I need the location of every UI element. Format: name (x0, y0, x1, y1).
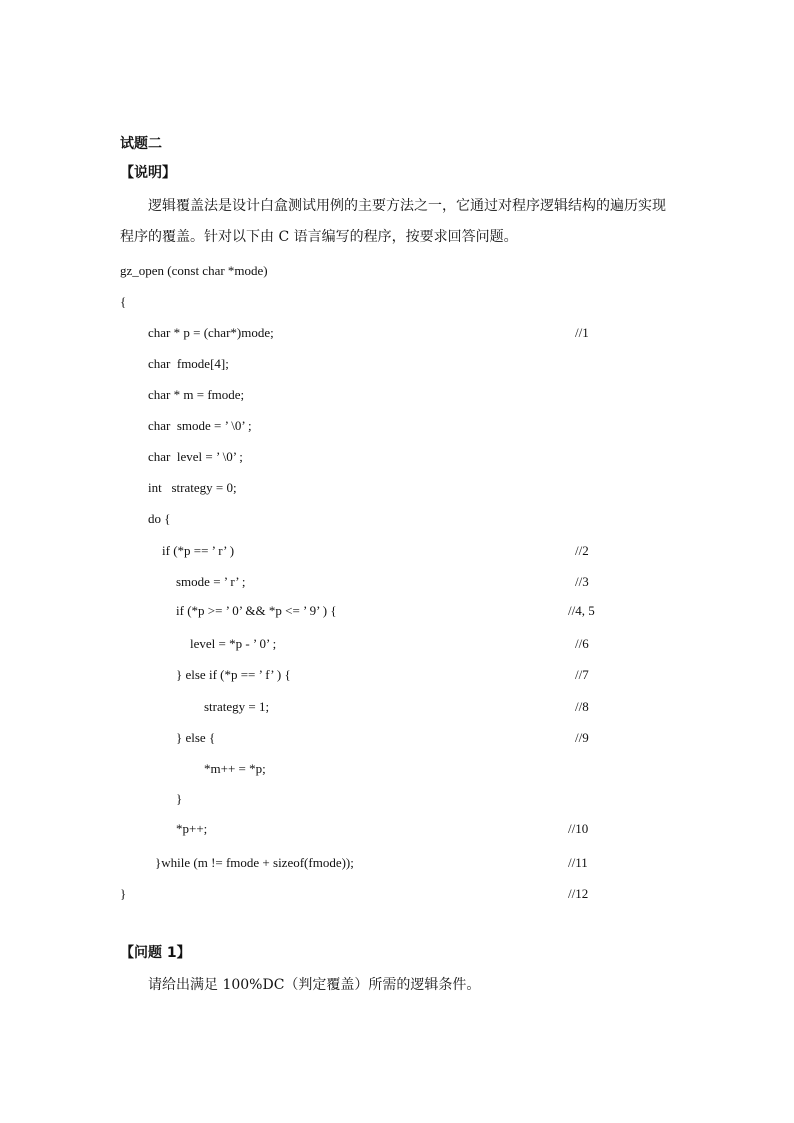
page-title: 试题二 (120, 136, 162, 152)
code-line-comment: //11 (568, 855, 588, 870)
code-line-comment: //9 (575, 730, 589, 745)
code-line: if (*p == ’ r’ ) (162, 543, 235, 558)
code-line: char smode = ’ \0’ ; (148, 418, 252, 433)
code-line: *m++ = *p; (204, 761, 266, 776)
code-line-comment: //4, 5 (568, 603, 595, 618)
code-line: gz_open (const char *mode) (120, 263, 268, 278)
code-line: }while (m != fmode + sizeof(fmode)); (155, 855, 354, 870)
question-1-heading: 【问题 1】 (120, 945, 191, 961)
code-line: } else { (176, 730, 216, 745)
code-line: char level = ’ \0’ ; (148, 449, 243, 464)
question-1-text: 请给出满足 100%DC（判定覆盖）所需的逻辑条件。 (148, 977, 481, 993)
code-line-comment: //8 (575, 699, 589, 714)
code-line-comment: //2 (575, 543, 589, 558)
code-line: smode = ’ r’ ; (176, 574, 246, 589)
code-line: do { (148, 511, 171, 526)
code-line: strategy = 1; (204, 699, 270, 714)
code-line: } (176, 791, 183, 806)
code-line-comment: //3 (575, 574, 589, 589)
code-line: level = *p - ’ 0’ ; (190, 636, 277, 651)
code-line: { (120, 294, 127, 309)
code-line: char fmode[4]; (148, 356, 229, 371)
code-line-comment: //6 (575, 636, 589, 651)
code-line: *p++; (176, 821, 208, 836)
code-line-comment: //1 (575, 325, 589, 340)
code-line-comment: //10 (568, 821, 589, 836)
code-line-comment: //7 (575, 667, 589, 682)
code-line: int strategy = 0; (148, 480, 237, 495)
code-line: char * p = (char*)mode; (148, 325, 274, 340)
code-line: if (*p >= ’ 0’ && *p <= ’ 9’ ) { (176, 603, 337, 618)
code-line: char * m = fmode; (148, 387, 245, 402)
section-heading-description: 【说明】 (120, 165, 176, 181)
code-line-comment: //12 (568, 886, 589, 901)
code-line: } else if (*p == ’ f’ ) { (176, 667, 291, 682)
description-line-2: 程序的覆盖。针对以下由 C 语言编写的程序，按要求回答问题。 (120, 229, 518, 245)
code-line: } (120, 886, 127, 901)
description-line-1: 逻辑覆盖法是设计白盒测试用例的主要方法之一，它通过对程序逻辑结构的遍历实现 (148, 198, 666, 214)
